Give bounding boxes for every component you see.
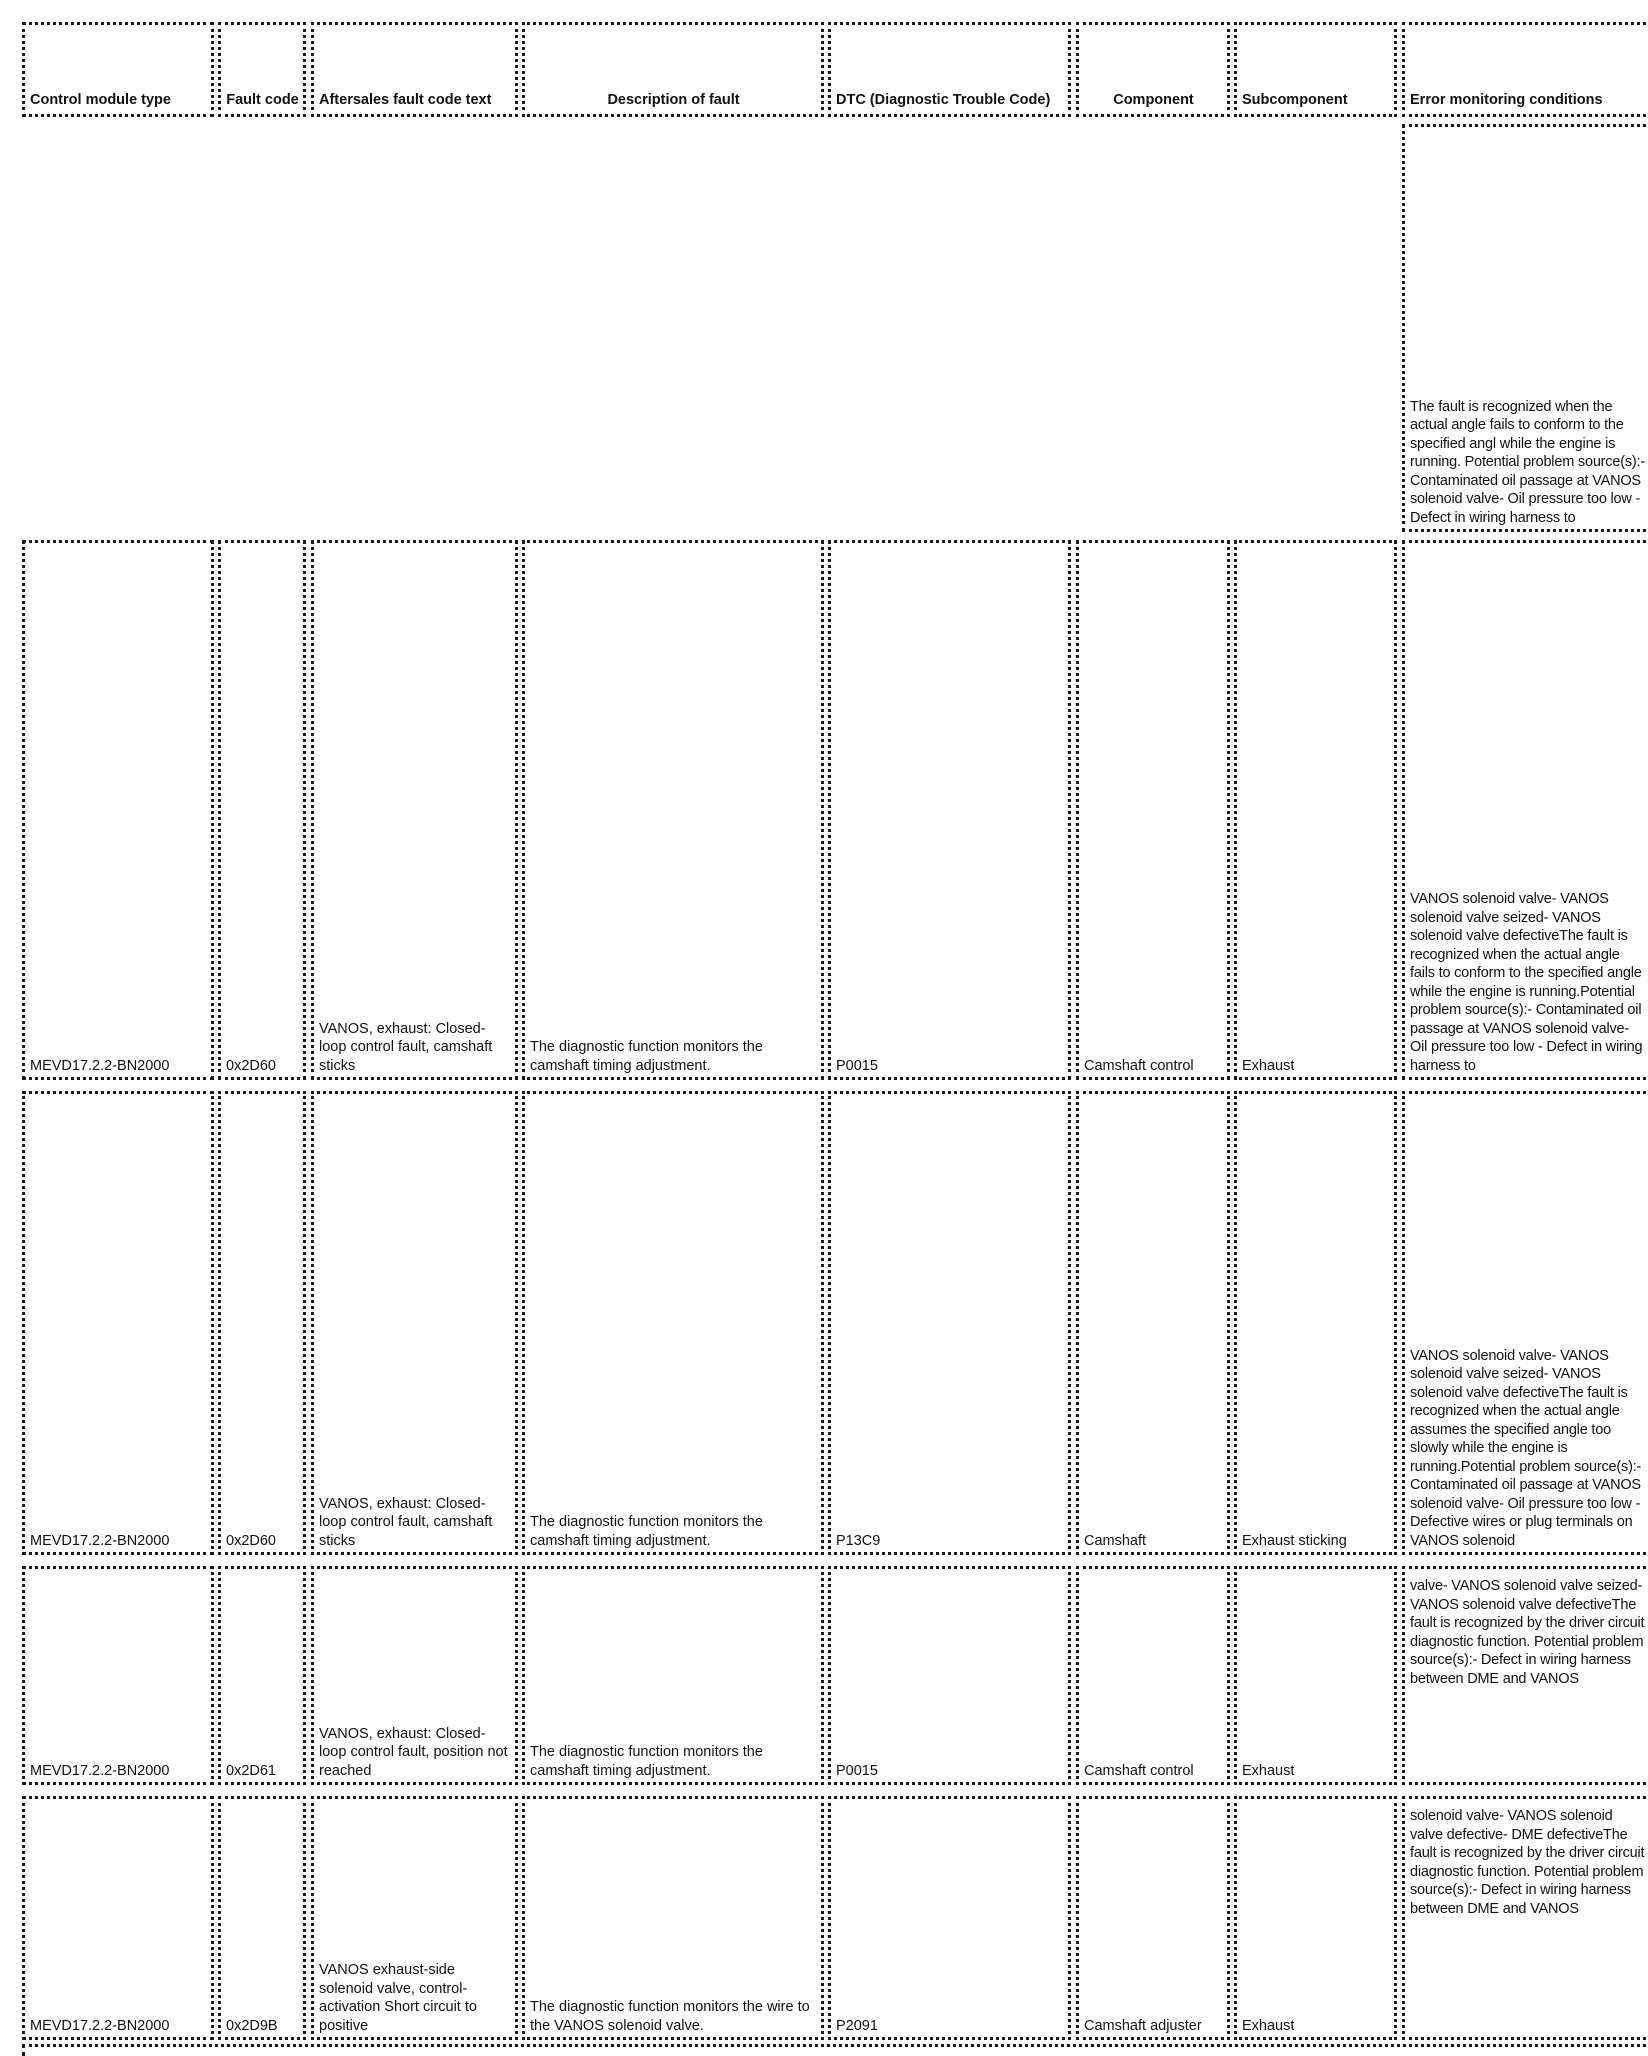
header-label: Description of fault bbox=[607, 92, 740, 108]
cell-text: P0015 bbox=[836, 1762, 878, 1779]
table-row-1-component bbox=[1076, 540, 1230, 1080]
table-row-3-dtc bbox=[828, 1566, 1071, 1785]
table-row-next-border bbox=[22, 2044, 1648, 2056]
cell-text: Exhaust bbox=[1242, 1762, 1295, 1779]
cell-text: MEVD17.2.2-BN2000 bbox=[30, 2017, 170, 2034]
cell-text: The diagnostic function monitors the camshaft timing adjustment. bbox=[530, 1514, 763, 1549]
cell-text: Exhaust bbox=[1242, 1057, 1295, 1074]
table-row-1-error-conditions bbox=[1402, 540, 1648, 1080]
cell-text: VANOS exhaust-side solenoid valve, control-activation Short circuit to positive bbox=[319, 1962, 477, 2034]
table-row-2-error-conditions bbox=[1402, 1091, 1648, 1555]
table-row-3-error-conditions bbox=[1402, 1566, 1648, 1785]
header-component bbox=[1076, 22, 1230, 117]
table-row-4-component bbox=[1076, 1796, 1230, 2040]
header-control-module-type bbox=[22, 22, 214, 117]
table-row-3-subcomponent bbox=[1234, 1566, 1397, 1785]
cell-text: MEVD17.2.2-BN2000 bbox=[30, 1762, 170, 1779]
cell-text: MEVD17.2.2-BN2000 bbox=[30, 1057, 170, 1074]
table-row-1-control-module-type bbox=[22, 540, 214, 1080]
table-row-4-control-module-type bbox=[22, 1796, 214, 2040]
cell-text: VANOS, exhaust: Closed-loop control fault, position not reached bbox=[319, 1725, 508, 1779]
cell-text: Camshaft control bbox=[1084, 1057, 1194, 1074]
header-label: Component bbox=[1113, 92, 1194, 108]
table-row-1-fault-code bbox=[218, 540, 306, 1080]
cell-text: solenoid valve- VANOS solenoid valve defective- DME defectiveThe fault is recognized by the driver circuit diagnostic function. Potential problem source(s):- Defect in wiring harness between DME and VANOS bbox=[1410, 1808, 1645, 1917]
cell-text: 0x2D61 bbox=[226, 1762, 276, 1779]
table-row-4-fault-code bbox=[218, 1796, 306, 2040]
cell-text: 0x2D60 bbox=[226, 1057, 276, 1074]
cell-text: The fault is recognized when the actual angle fails to conform to the specified angl while the engine is running. Potential problem source(s):- Contaminated oil passage at VANOS solenoid valve- Oil pressure too low - Defect in wiring harness to bbox=[1410, 398, 1645, 526]
header-fault-code bbox=[218, 22, 306, 117]
cell-text: The diagnostic function monitors the wire to the VANOS solenoid valve. bbox=[530, 1999, 810, 2034]
table-row-3-aftersales-text bbox=[311, 1566, 518, 1785]
header-dtc bbox=[828, 22, 1071, 117]
cell-text: P2091 bbox=[836, 2017, 878, 2034]
cell-text: Camshaft control bbox=[1084, 1762, 1194, 1779]
table-row-2-control-module-type bbox=[22, 1091, 214, 1555]
table-row-4-error-conditions bbox=[1402, 1796, 1648, 2040]
table-row-1-subcomponent bbox=[1234, 540, 1397, 1080]
header-label: Aftersales fault code text bbox=[319, 92, 492, 108]
cell-text: 0x2D60 bbox=[226, 1532, 276, 1549]
table-row-1-dtc bbox=[828, 540, 1071, 1080]
cell-text: MEVD17.2.2-BN2000 bbox=[30, 1532, 170, 1549]
header-description bbox=[522, 22, 824, 117]
table-row-2-aftersales-text bbox=[311, 1091, 518, 1555]
cell-text: VANOS solenoid valve- VANOS solenoid valve seized- VANOS solenoid valve defectiveThe fault is recognized when the actual angle assumes the specified angle too slowly while the engine is running.Potential problem source(s):- Contaminated oil passage at VANOS solenoid valve- Oil pressure too low - Defective wires or plug terminals on VANOS solenoid bbox=[1410, 1347, 1642, 1549]
cell-text: The diagnostic function monitors the camshaft timing adjustment. bbox=[530, 1744, 763, 1779]
header-label: Subcomponent bbox=[1242, 92, 1348, 108]
cell-text: Camshaft bbox=[1084, 1532, 1147, 1549]
table-row-4-subcomponent bbox=[1234, 1796, 1397, 2040]
header-error-conditions bbox=[1402, 22, 1648, 117]
table-row-3-description bbox=[522, 1566, 824, 1785]
header-label: Fault code bbox=[226, 92, 299, 108]
cell-text: valve- VANOS solenoid valve seized- VANOS solenoid valve defectiveThe fault is recognized by the driver circuit diagnostic function. Potential problem source(s):- Defect in wiring harness between DME and VANOS bbox=[1410, 1578, 1645, 1687]
table-row-4-aftersales-text bbox=[311, 1796, 518, 2040]
table-row-4-dtc bbox=[828, 1796, 1071, 2040]
cell-text: P0015 bbox=[836, 1057, 878, 1074]
table-row-2-subcomponent bbox=[1234, 1091, 1397, 1555]
header-aftersales-text bbox=[311, 22, 518, 117]
continued-error-conditions-cell bbox=[1402, 124, 1648, 532]
cell-text: P13C9 bbox=[836, 1532, 881, 1549]
table-row-3-control-module-type bbox=[22, 1566, 214, 1785]
cell-text: Exhaust bbox=[1242, 2017, 1295, 2034]
table-row-2-dtc bbox=[828, 1091, 1071, 1555]
cell-text: Camshaft adjuster bbox=[1084, 2017, 1202, 2034]
table-row-2-description bbox=[522, 1091, 824, 1555]
cell-text: The diagnostic function monitors the camshaft timing adjustment. bbox=[530, 1039, 763, 1074]
cell-text: VANOS solenoid valve- VANOS solenoid valve seized- VANOS solenoid valve defectiveThe fault is recognized when the actual angle fails to conform to the specified angle while the engine is running.Potential problem source(s):- Contaminated oil passage at VANOS solenoid valve- Oil pressure too low - Defect in wiring harness to bbox=[1410, 891, 1643, 1074]
cell-text: Exhaust sticking bbox=[1242, 1532, 1347, 1549]
cell-text: 0x2D9B bbox=[226, 2017, 278, 2034]
table-row-4-description bbox=[522, 1796, 824, 2040]
header-label: Control module type bbox=[30, 92, 171, 108]
table-row-2-component bbox=[1076, 1091, 1230, 1555]
cell-text: VANOS, exhaust: Closed-loop control fault, camshaft sticks bbox=[319, 1020, 493, 1074]
header-subcomponent bbox=[1234, 22, 1397, 117]
table-row-1-description bbox=[522, 540, 824, 1080]
table-row-1-aftersales-text bbox=[311, 540, 518, 1080]
table-row-3-fault-code bbox=[218, 1566, 306, 1785]
cell-text: VANOS, exhaust: Closed-loop control fault, camshaft sticks bbox=[319, 1495, 493, 1549]
header-label: Error monitoring conditions bbox=[1410, 92, 1603, 108]
header-label: DTC (Diagnostic Trouble Code) bbox=[836, 92, 1051, 108]
table-row-3-component bbox=[1076, 1566, 1230, 1785]
table-row-2-fault-code bbox=[218, 1091, 306, 1555]
